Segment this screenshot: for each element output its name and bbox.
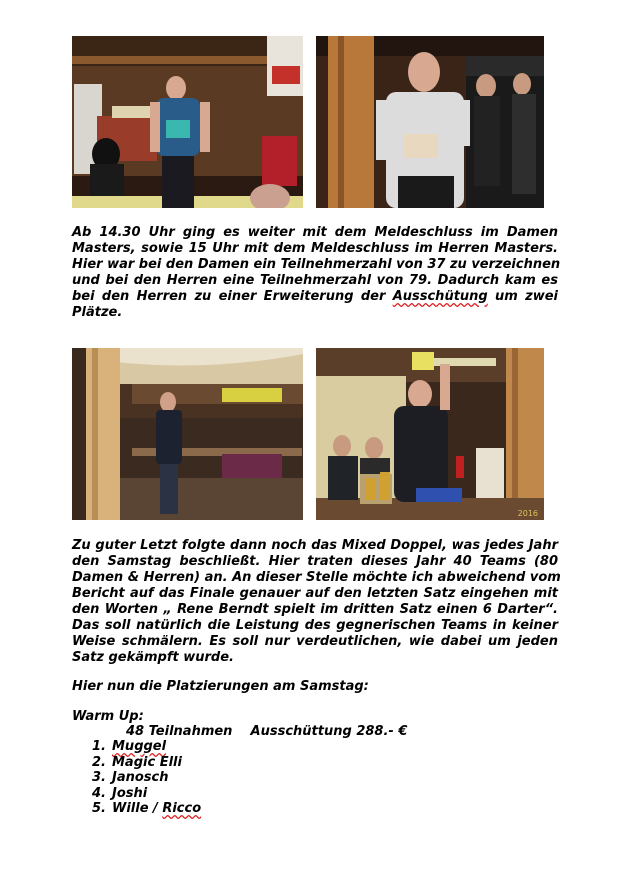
paragraph-line: bei den Herren zu einer Erweiterung der Ausschütung um zwei	[72, 289, 559, 304]
warmup-payout: Ausschüttung 288.- €	[250, 724, 408, 739]
paragraph-line: Damen & Herren) an. An dieser Stelle möchte ich abweichend vom	[72, 570, 561, 585]
list-item	[92, 770, 201, 786]
photo-man-with-microphone	[316, 348, 544, 520]
placements-heading: Hier nun die Platzierungen am Samstag:	[72, 679, 369, 694]
list-item	[92, 786, 201, 802]
rank-number: 3.	[92, 770, 106, 785]
photo-registration-desk	[72, 36, 303, 208]
paragraph-line: den Worten „ Rene Berndt spielt im dritten Satz einen 6 Darter“.	[72, 602, 558, 617]
list-item	[92, 801, 201, 817]
paragraph-line: Ab 14.30 Uhr ging es weiter mit dem Meldeschluss im Damen	[72, 225, 558, 240]
spellcheck-word: Ricco	[162, 801, 202, 816]
paragraph-line: Weise schmälern. Es soll nur verdeutlichen, wie dabei um jeden	[72, 634, 558, 649]
paragraph-line: Hier war bei den Damen ein Teilnehmerzahl von 37 zu verzeichnen	[72, 257, 561, 272]
paragraph-line: Plätze.	[72, 305, 123, 320]
paragraph-line: Satz gekämpft wurde.	[72, 650, 234, 665]
paragraph-line: Masters, sowie 15 Uhr mit dem Meldeschluss im Herren Masters.	[72, 241, 558, 256]
paragraph-mixed-doppel	[72, 538, 561, 666]
rank-name: Wille / Ricco	[112, 801, 202, 816]
spellcheck-word: Ausschütung	[392, 289, 488, 304]
paragraph-line: Bericht auf das Finale genauer auf den letzten Satz eingehen mit	[72, 586, 558, 601]
rank-name: Janosch	[112, 770, 169, 785]
rank-number: 2.	[92, 754, 106, 770]
warmup-summary	[126, 724, 407, 740]
rank-number: 5.	[92, 801, 106, 816]
warmup-ranking-list	[92, 739, 201, 817]
photo-hall-man-standing	[72, 348, 303, 520]
rank-name: Magic Elli	[112, 754, 182, 770]
rank-name: Muggel	[112, 739, 167, 754]
warmup-participants: 48 Teilnahmen	[126, 724, 233, 739]
rank-number: 4.	[92, 785, 106, 801]
list-item	[92, 755, 201, 771]
photo-man-with-envelope	[316, 36, 544, 208]
paragraph-line: Das soll natürlich die Leistung des gegnerischen Teams in keiner	[72, 618, 558, 633]
rank-number: 1.	[92, 739, 106, 754]
paragraph-meldeschluss	[72, 225, 561, 321]
photo-date-stamp: 2016	[517, 509, 538, 518]
paragraph-line: und bei den Herren eine Teilnehmerzahl von 79. Dadurch kam es	[72, 273, 558, 288]
list-item	[92, 739, 201, 755]
rank-name: Joshi	[112, 785, 148, 801]
paragraph-line: Zu guter Letzt folgte dann noch das Mixed Doppel, was jedes Jahr	[72, 538, 558, 553]
warmup-title: Warm Up:	[72, 709, 144, 724]
paragraph-line: den Samstag beschließt. Hier traten dieses Jahr 40 Teams (80	[72, 554, 558, 569]
